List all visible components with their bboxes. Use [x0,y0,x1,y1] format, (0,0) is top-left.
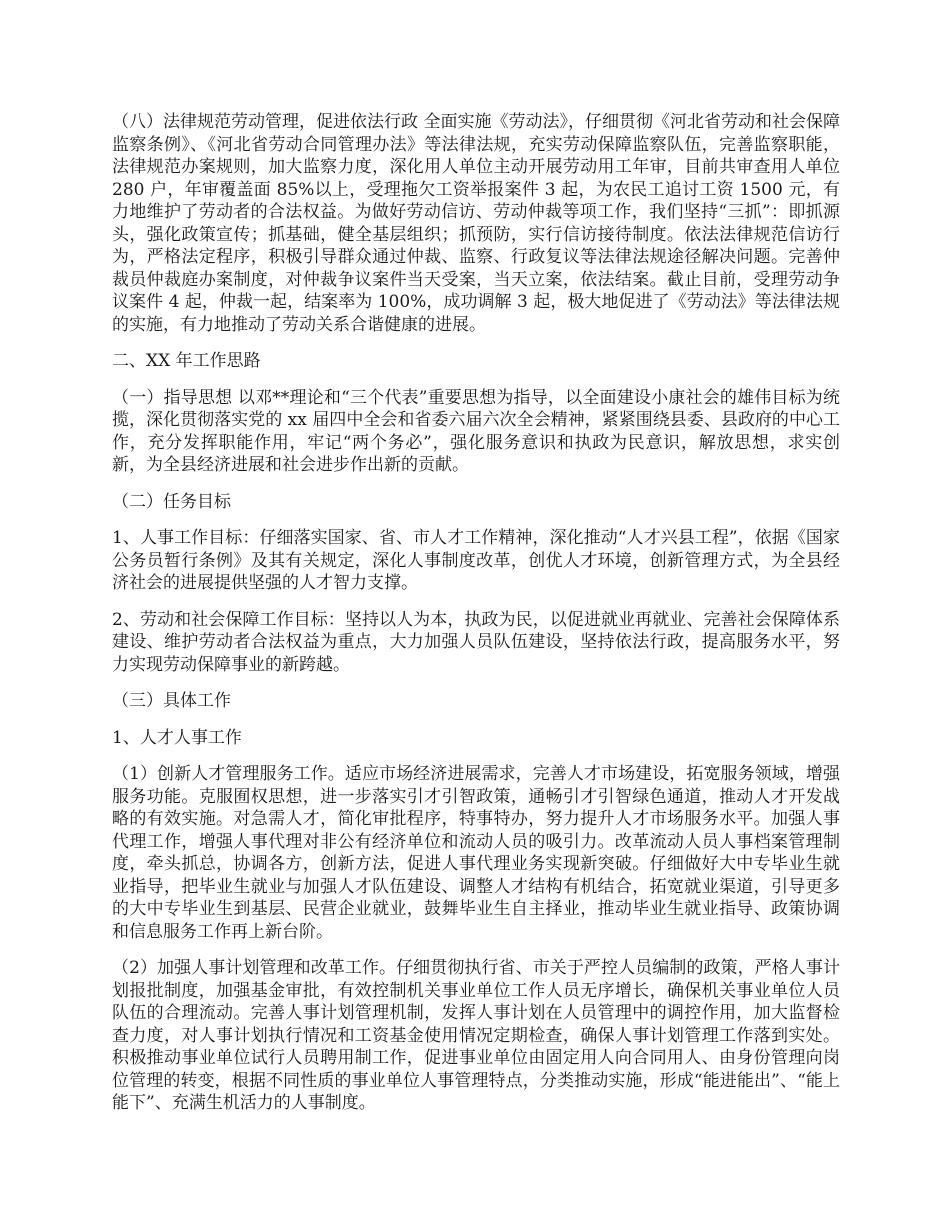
paragraph-legal-labor-management: （八）法律规范劳动管理，促进依法行政 全面实施《劳动法》，仔细贯彻《河北省劳动和社会保障监察条例》、《河北省劳动合同管理办法》等法律法规，充实劳动保障监察队伍，完善监察职能，法律规范办案规则，加大监察力度，深化用人单位主动开展劳动用工年审，目前共审查用人单位 280 户，年审覆盖面 85%以上，受理拖欠工资举报案件 3 起，为农民工追讨工资 1500 元，有力地维护了劳动者的合法权益。为做好劳动信访、劳动仲裁等项工作，我们坚持“三抓”：即抓源头，强化政策宣传；抓基础，健全基层组织；抓预防，实行信访接待制度。依法法律规范信访行为，严格法定程序，积极引导群众通过仲裁、监察、行政复议等法律法规途径解决问题。完善仲裁员仲裁庭办案制度，对仲裁争议案件当天受案，当天立案，依法结案。截止目前，受理劳动争议案件 4 起，仲裁一起，结案率为 100%，成功调解 3 起，极大地促进了《劳动法》等法律法规的实施，有力地推动了劳动关系合谐健康的进展。 [112,112,840,335]
paragraph-talent-management-service: （1）创新人才管理服务工作。适应市场经济进展需求，完善人才市场建设，拓宽服务领域，增强服务功能。克服囿权思想，进一步落实引才引智政策，通畅引才引智绿色通道，推动人才开发战略的有效实施。对急需人才，简化审批程序，特事特办，努力提升人才市场服务水平。加强人事代理工作，增强人事代理对非公有经济单位和流动人员的吸引力。改革流动人员人事档案管理制度，牵头抓总，协调各方，创新方法，促进人事代理业务实现新突破。仔细做好大中专毕业生就业指导，把毕业生就业与加强人才队伍建设、调整人才结构有机结合，拓宽就业渠道，引导更多的大中专毕业生到基层、民营企业就业，鼓舞毕业生自主择业，推动毕业生就业指导、政策协调和信息服务工作再上新台阶。 [112,764,840,942]
subheading-specific-work: （三）具体工作 [112,691,231,711]
paragraph-labor-security-goals: 2、劳动和社会保障工作目标：坚持以人为本，执政为民，以促进就业再就业、完善社会保障体系建设、维护劳动者合法权益为重点，大力加强人员队伍建设，坚持依法行政，提高服务水平，努力实现劳动保障事业的新跨越。 [112,609,840,675]
paragraph-guiding-ideology: （一）指导思想 以邓**理论和“三个代表”重要思想为指导，以全面建设小康社会的雄伟目标为统揽，深化贯彻落实党的 xx 届四中全会和省委六届六次全会精神，紧紧围绕县委、县政府的中心工作，充分发挥职能作用，牢记“两个务必”，强化服务意识和执政为民意识，解放思想，求实创新，为全县经济进展和社会进步作出新的贡献。 [112,387,840,475]
paragraph-personnel-goals: 1、人事工作目标：仔细落实国家、省、市人才工作精神，深化推动“人才兴县工程”，依据《国家公务员暂行条例》及其有关规定，深化人事制度改革，创优人才环境，创新管理方式，为全县经济社会的进展提供坚强的人才智力支撑。 [112,528,840,593]
subheading-talent-personnel: 1、人才人事工作 [112,727,242,748]
section-heading-work-plan: 二、XX 年工作思路 [112,351,261,371]
document-body [112,111,840,1129]
subheading-task-goals: （二）任务目标 [112,491,231,512]
paragraph-personnel-plan-reform: （2）加强人事计划管理和改革工作。仔细贯彻执行省、市关于严控人员编制的政策，严格人事计划报批制度，加强基金审批，有效控制机关事业单位工作人员无序增长，确保机关事业单位人员队伍的合理流动。完善人事计划管理机制，发挥人事计划在人员管理中的调控作用，加大监督检查力度，对人事计划执行情况和工资基金使用情况定期检查，确保人事计划管理工作落到实处。积极推动事业单位试行人员聘用制工作，促进事业单位由固定用人向合同用人、由身份管理向岗位管理的转变，根据不同性质的事业单位人事管理特点，分类推动实施，形成“能进能出”、“能上能下”、充满生机活力的人事制度。 [112,958,840,1113]
